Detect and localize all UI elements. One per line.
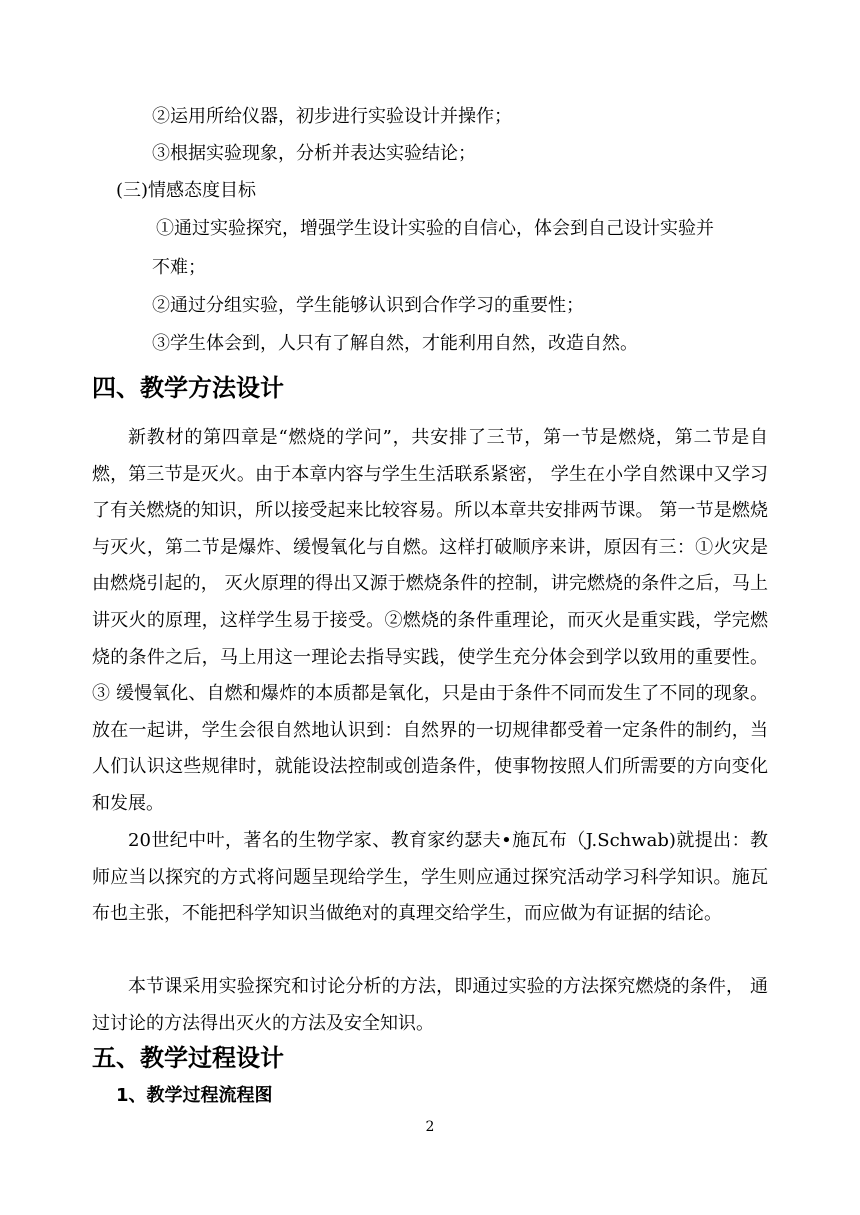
skill-objective-3: ③根据实验现象，分析并表达实验结论； — [152, 143, 476, 164]
flowchart-subheading: 1、教学过程流程图 — [116, 1085, 273, 1106]
affective-objective-2: ②通过分组实验，学生能够认识到合作学习的重要性； — [152, 295, 584, 316]
affective-objective-1-cont: 不难； — [152, 257, 206, 278]
skill-objective-2: ②运用所给仪器，初步进行实验设计并操作； — [152, 106, 512, 127]
section-4-heading: 四、教学方法设计 — [92, 374, 284, 402]
section-4-paragraph-3: 本节课采用实验探究和讨论分析的方法，即通过实验的方法探究燃烧的条件， 通过讨论的方法得出灭火的方法及安全知识。 — [92, 976, 768, 1034]
page-number: 2 — [425, 1119, 435, 1135]
section-4-paragraph-2: 20世纪中叶，著名的生物学家、教育家约瑟夫•施瓦布（J.Schwab)就提出：教师应当以探究的方式将问题呈现给学生，学生则应通过探究活动学习科学知识。施瓦布也主张，不能把科学知识当做绝对的真理交给学生，而应做为有证据的结论。 — [92, 830, 768, 925]
section-5-heading: 五、教学过程设计 — [92, 1044, 284, 1072]
section-4-paragraph-1: 新教材的第四章是“燃烧的学问”，共安排了三节，第一节是燃烧，第二节是自燃，第三节是灭火。由于本章内容与学生生活联系紧密， 学生在小学自然课中又学习了有关燃烧的知识，所以接受起来比较容易。所以本章共安排两节课。 第一节是燃烧与灭火，第二节是爆炸、缓慢氧化与自燃。这样打破顺序来讲，原因有三：①火灾是由燃烧引起的， 灭火原理的得出又源于燃烧条件的控制，讲完燃烧的条件之后，马上讲灭火的原理，这样学生易于接受。②燃烧的条件重理论，而灭火是重实践，学完燃烧的条件之后，马上用这一理论去指导实践，使学生充分体会到学以致用的重要性。③ 缓慢氧化、自燃和爆炸的本质都是氧化，只是由于条件不同而发生了不同的现象。放在一起讲，学生会很自然地认识到：自然界的一切规律都受着一定条件的制约，当人们认识这些规律时，就能设法控制或创造条件，使事物按照人们所需要的方向变化和发展。 — [92, 427, 768, 814]
affective-objective-3: ③学生体会到，人只有了解自然，才能利用自然，改造自然。 — [152, 333, 638, 354]
affective-objective-1: ①通过实验探究，增强学生设计实验的自信心，体会到自己设计实验并 — [156, 218, 714, 239]
affective-objectives-heading: (三)情感态度目标 — [116, 180, 257, 201]
